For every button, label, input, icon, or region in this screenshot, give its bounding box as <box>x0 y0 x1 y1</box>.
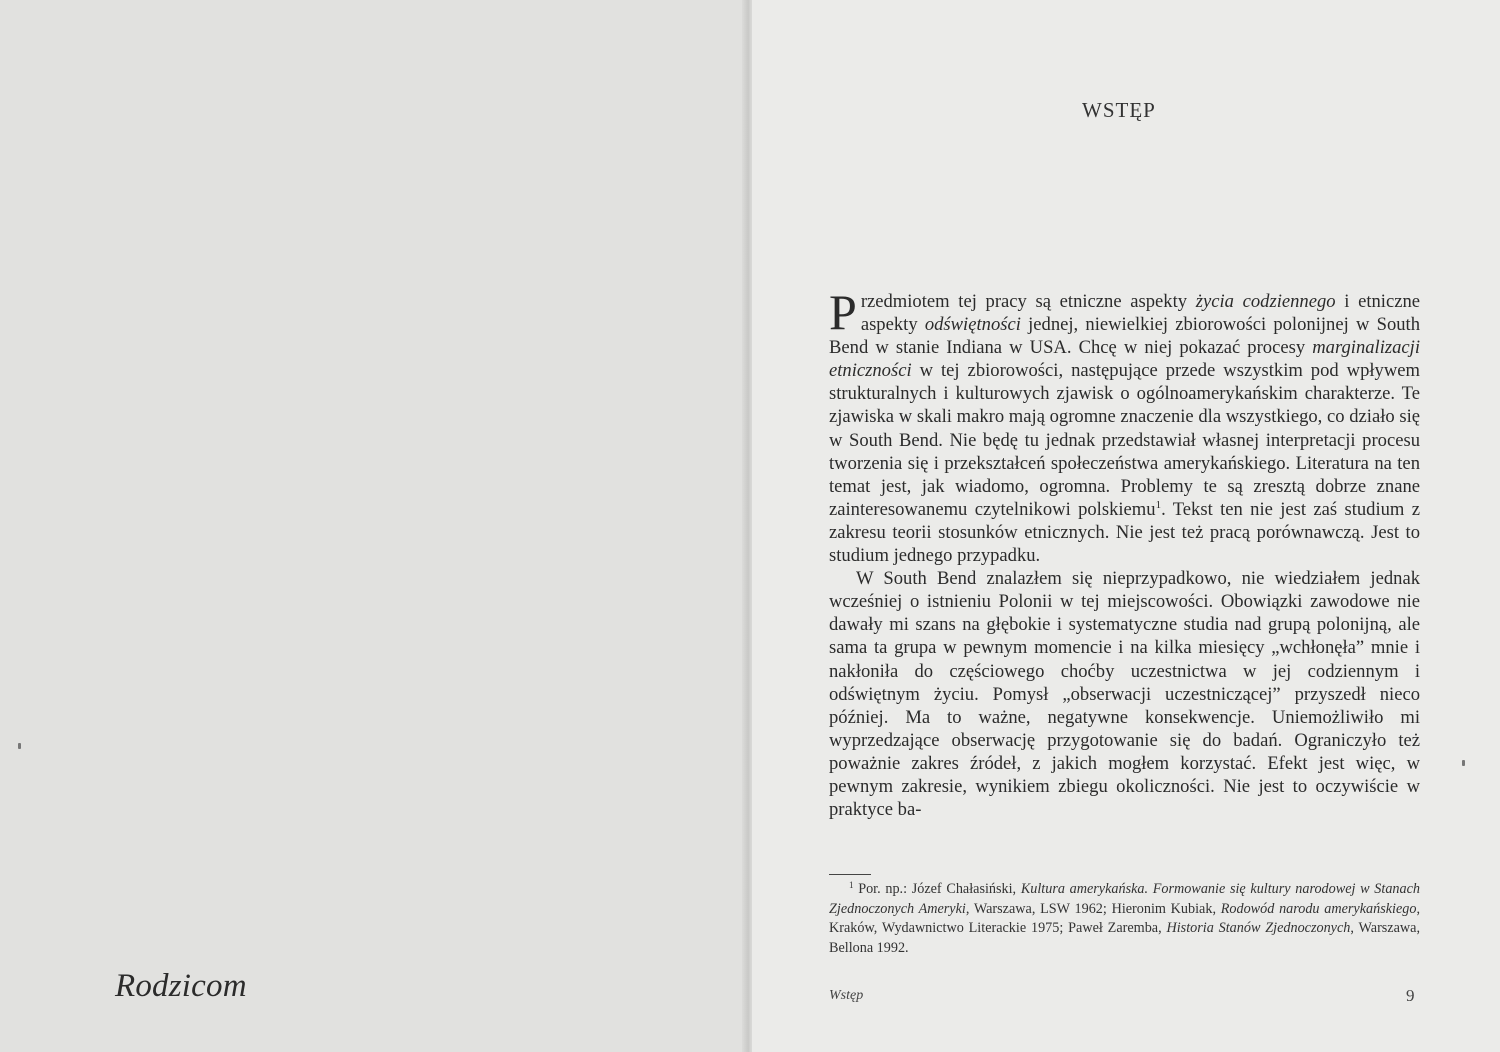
footnote-title: Rodowód narodu amerykańskiego <box>1220 900 1417 917</box>
chapter-title: WSTĘP <box>1082 98 1156 122</box>
scan-speck <box>1462 760 1465 766</box>
dedication: Rodzicom <box>115 968 247 1004</box>
emphasis: odświętności <box>924 314 1021 336</box>
text-run: w tej zbiorowości, następujące przede wszystkim pod wpływem strukturalnych i kulturowych zjawisk o ogólnoamerykańskim charakterze. Te zjawiska w skali makro mają ogromne znaczenie dla wszystkiego, co działo się w South Bend. Nie będę tu jednak przedstawiał własnej interpretacji procesu tworzenia się i przekształceń społeczeństwa amerykańskiego. Literatura na ten temat jest, jak wiadomo, ogromna. Problemy te są zresztą dobrze znane zainteresowanemu czytelnikowi polskiemu <box>829 360 1420 520</box>
text-run: rzedmiotem tej pracy są etniczne aspekty <box>860 291 1196 312</box>
text-run: . Tekst ten nie jest zaś studium z zakresu teorii stosunków etnicznych. Nie jest też pracą porównawczą. Jest to studium jednego przypadku. <box>829 498 1420 567</box>
page-number: 9 <box>1406 986 1415 1005</box>
footnote-text: , Warszawa, LSW 1962; Hieronim Kubiak, <box>965 900 1221 917</box>
paragraph-1 <box>829 284 1421 567</box>
text-run: i etniczne aspekty <box>860 291 1421 336</box>
drop-cap: P <box>829 284 857 340</box>
footnote-text: Por. np.: Józef Chałasiński, <box>853 881 1021 897</box>
paragraph-2: W South Bend znalazłem się nieprzypadkowo, nie wiedziałem jednak wcześniej o istnieniu Polonii w tej miejscowości. Obowiązki zawodowe nie dawały mi szans na głębokie i systematyczne studia nad grupą polonijną, ale sama ta grupa w pewnym momencie i na kilka miesięcy „wchłonęła” mnie i nakłoniła do częściowego choćby uczestnictwa w jej codziennym i odświętnym życiu. Pomysł „obserwacji uczestniczącej” przyszedł nieco później. Ma to ważne, negatywne konsekwencje. Uniemożliwiło mi wyprzedzające obserwację przygotowanie się do badań. Ograniczyło też poważnie zakres źródeł, z jakich mogłem korzystać. Efekt jest więc, w pewnym zakresie, wynikiem zbiegu okoliczności. Nie jest to oczywiście w praktyce ba- <box>829 568 1420 821</box>
footnote-rule <box>829 874 871 875</box>
emphasis: marginalizacji etniczności <box>829 337 1420 382</box>
footnote-title: Kultura amerykańska. Formowanie się kultury narodowej w Stanach Zjednoczonych Ameryki <box>829 881 1421 917</box>
body-text <box>829 284 1421 821</box>
footnote <box>829 880 1420 958</box>
footnote-reference: 1 <box>1155 498 1162 511</box>
emphasis: życia codziennego <box>1195 291 1336 312</box>
footnote-title: Historia Stanów Zjednoczonych <box>1166 920 1351 937</box>
text-run: jednej, niewielkiej zbiorowości polonijnej w South Bend w stanie Indiana w USA. Chcę w niej pokazać procesy <box>829 314 1420 359</box>
scan-speck <box>18 743 21 749</box>
running-head: Wstęp <box>829 988 864 1003</box>
footnote-marker: 1 <box>849 880 854 890</box>
footnote-text: , Warszawa, Bellona 1992. <box>829 920 1420 956</box>
footnote-text: , Kraków, Wydawnictwo Literackie 1975; Paweł Zaremba, <box>829 900 1420 937</box>
left-page <box>0 0 748 1052</box>
